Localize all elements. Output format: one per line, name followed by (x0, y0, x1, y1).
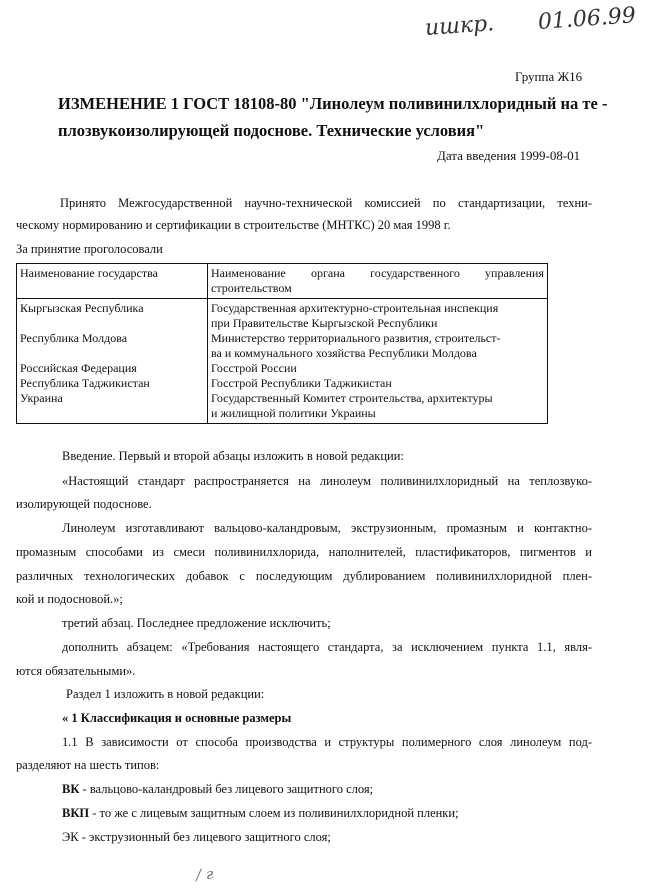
type-code: ВК (62, 782, 80, 796)
handwritten-date: 01.06.99 (537, 3, 637, 35)
organ-list (208, 299, 548, 424)
organ-name: и жилищной политики Украины (211, 406, 376, 420)
type-description: - вальцово-каландровый без лицевого защитного слоя; (79, 782, 374, 796)
voted-label: За принятие проголосовали (16, 242, 163, 256)
table-header-organ: Наименование органа государственного управления строительством (208, 264, 548, 299)
paragraph-manufacture-line4: кой и подосновой.»; (16, 592, 123, 606)
state-name: Республика Молдова (20, 331, 128, 345)
organ-name: при Правительстве Кыргызской Республики (211, 316, 438, 330)
paragraph-manufacture-line1: Линолеум изготавливают вальцово-каландровым, экструзионным, промазным и контактно- (62, 521, 592, 535)
organ-name: ва и коммунального хозяйства Республики Молдова (211, 346, 477, 360)
handwritten-note: ишкр. (424, 11, 495, 41)
organ-name: Госстрой Республики Таджикистан (211, 376, 392, 390)
states-table (16, 263, 548, 424)
type-code: ВКП (62, 806, 90, 820)
organ-name: Госстрой России (211, 361, 297, 375)
document-title-line1: ИЗМЕНЕНИЕ 1 ГОСТ 18108-80 "Линолеум поливинилхлоридный на те - (58, 94, 608, 113)
organ-name: Государственная архитектурно-строительная инспекция (211, 301, 499, 315)
paragraph-addition-line2: ются обязательными». (16, 664, 136, 678)
group-label: Группа Ж16 (515, 69, 583, 84)
type-description: - экструзионный без лицевого защитного слоя; (78, 830, 331, 844)
type-code: ЭК (62, 830, 79, 844)
section-heading: « 1 Классификация и основные размеры (62, 711, 292, 725)
paragraph-scope-line1: «Настоящий стандарт распространяется на линолеум поливинилхлоридный на теплозвуко- (62, 474, 592, 488)
date-of-introduction: Дата введения 1999-08-01 (437, 148, 581, 163)
paragraph-addition-line1: дополнить абзацем: «Требования настоящего стандарта, за исключением пункта 1.1, явля- (62, 640, 592, 654)
paragraph-manufacture-line3: различных технологических добавок с последующим дублированием поливинилхлоридной плен- (16, 569, 592, 583)
type-vkp (62, 806, 459, 821)
paragraph-scope-line2: изолирующей подоснове. (16, 497, 152, 511)
state-name: Республика Таджикистан (20, 376, 150, 390)
handwritten-mark: / г (195, 864, 214, 884)
paragraph-manufacture-line2: промазным способами из смеси поливинилхлорида, наполнителей, пластификаторов, пигментов и (16, 545, 592, 559)
state-name: Российская Федерация (20, 361, 137, 375)
type-vk (62, 782, 373, 797)
paragraph-introduction: Введение. Первый и второй абзацы изложить в новой редакции: (62, 449, 404, 463)
type-ek (62, 830, 331, 845)
state-name: Украина (20, 391, 63, 405)
table-header-state: Наименование государства (17, 264, 208, 299)
state-name: Кыргызская Республика (20, 301, 144, 315)
intro-line1: Принято Межгосударственной научно-технической комиссией по стандартизации, техни- (60, 196, 592, 210)
paragraph-third-abzac: третий абзац. Последнее предложение исключить; (62, 616, 331, 630)
table-header-row (17, 264, 548, 299)
document-title-line2: плозвукоизолирующей подоснове. Технические условия" (58, 121, 485, 140)
organ-name: Государственный Комитет строительства, архитектуры (211, 391, 493, 405)
clause-1-1-line2: разделяют на шесть типов: (16, 758, 160, 772)
table-row (17, 299, 548, 424)
state-list (17, 299, 208, 424)
type-description: - то же с лицевым защитным слоем из поливинилхлоридной пленки; (89, 806, 459, 820)
clause-1-1-line1: 1.1 В зависимости от способа производства и структуры полимерного слоя линолеум под- (62, 735, 592, 749)
organ-name: Министерство территориального развития, строительст- (211, 331, 501, 345)
intro-line2: ческому нормированию и сертификации в строительстве (МНТКС) 20 мая 1998 г. (16, 218, 451, 232)
paragraph-section1: Раздел 1 изложить в новой редакции: (66, 687, 265, 701)
